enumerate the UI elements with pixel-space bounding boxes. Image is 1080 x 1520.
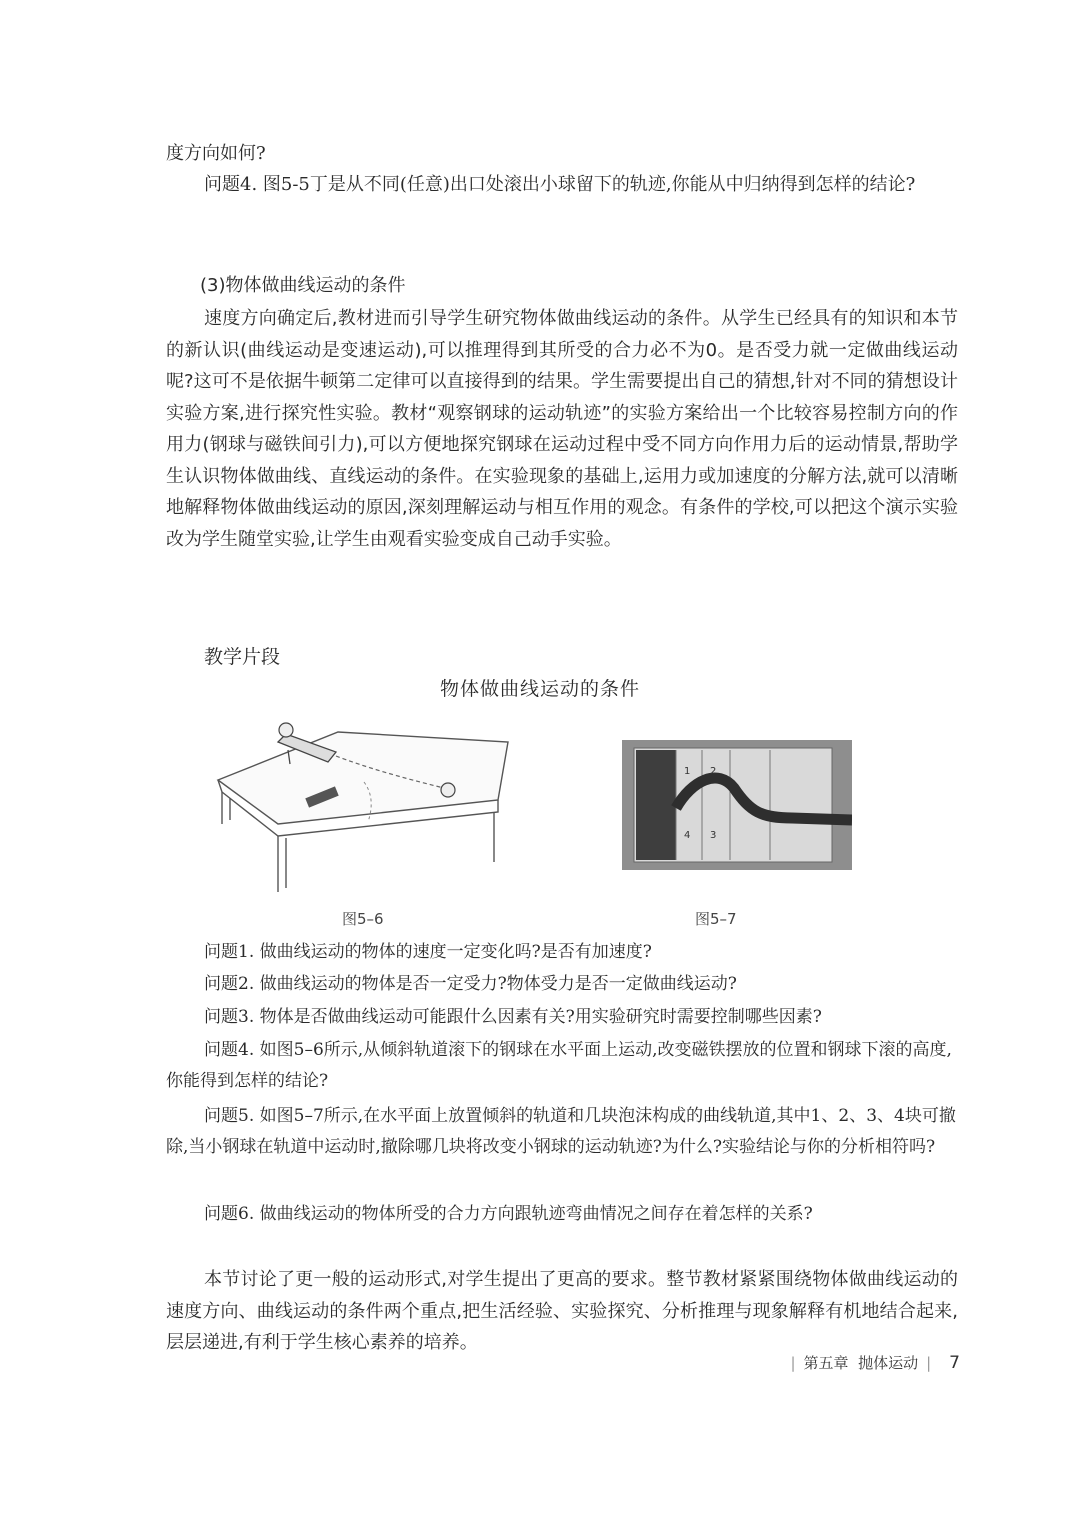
table-drawing [218, 732, 508, 892]
page-number: 7 [949, 1353, 960, 1373]
fragment-label: 教学片段 [204, 646, 281, 668]
footer-chapter: 第五章 [803, 1354, 849, 1372]
question-4-prev: 问题4. 图5-5丁是从不同(任意)出口处滚出小球留下的轨迹,你能从中归纳得到怎样的结论? [204, 174, 916, 195]
question-1: 问题1. 做曲线运动的物体的速度一定变化吗?是否有加速度? [204, 942, 652, 962]
block-label-3: 3 [710, 830, 717, 841]
steel-ball-end [441, 783, 455, 797]
question-2: 问题2. 做曲线运动的物体是否一定受力?物体受力是否一定做曲线运动? [204, 974, 737, 994]
section-heading: (3)物体做曲线运动的条件 [200, 275, 406, 296]
block-label-2: 2 [710, 766, 717, 777]
section-body: 速度方向确定后,教材进而引导学生研究物体做曲线运动的条件。从学生已经具有的知识和本节的新认识(曲线运动是变速运动),可以推理得到其所受的合力必不为0。是否受力就一定做曲线运动呢?这可不是依据牛顿第二定律可以直接得到的结果。学生需要提出自己的猜想,针对不同的猜想设计实验方案,进行探究性实验。教材“观察钢球的运动轨迹”的实验方案给出一个比较容易控制方向的作用力(钢球与磁铁间引力),可以方便地探究钢球在运动过程中受不同方向作用力后的运动情景,帮助学生认识物体做曲线、直线运动的条件。在实验现象的基础上,运用力或加速度的分解方法,就可以清晰地解释物体做曲线运动的原因,深刻理解运动与相互作用的观念。有条件的学校,可以把这个演示实验改为学生随堂实验,让学生由观看实验变成自己动手实验。 [166, 308, 958, 550]
footer-section: 抛体运动 [858, 1354, 919, 1372]
figure-5-7 [622, 740, 852, 870]
steel-ball-start [279, 723, 293, 737]
question-5: 问题5. 如图5–7所示,在水平面上放置倾斜的轨道和几块泡沫构成的曲线轨道,其中1、2、3、4块可撤除,当小钢球在轨道中运动时,撤除哪几块将改变小钢球的运动轨迹?为什么?实验结论与你的分析相符吗? [166, 1106, 956, 1157]
summary-paragraph: 本节讨论了更一般的运动形式,对学生提出了更高的要求。整节教材紧紧围绕物体做曲线运动的速度方向、曲线运动的条件两个重点,把生活经验、实验探究、分析推理与现象解释有机地结合起来,层层递进,有利于学生核心素养的培养。 [166, 1269, 958, 1353]
page-footer: | 第五章 抛体运动 | 7 [790, 1353, 960, 1373]
continuation-line: 度方向如何? [166, 143, 266, 164]
figure-5-7-caption: 图5–7 [695, 910, 737, 928]
fragment-title: 物体做曲线运动的条件 [439, 678, 640, 700]
figure-5-6-caption: 图5–6 [342, 910, 384, 928]
question-6: 问题6. 做曲线运动的物体所受的合力方向跟轨迹弯曲情况之间存在着怎样的关系? [204, 1204, 813, 1224]
block-label-1: 1 [684, 766, 691, 777]
question-3: 问题3. 物体是否做曲线运动可能跟什么因素有关?用实验研究时需要控制哪些因素? [204, 1007, 822, 1027]
figure-5-6 [208, 712, 518, 902]
block-label-4: 4 [684, 830, 691, 841]
question-4: 问题4. 如图5–6所示,从倾斜轨道滚下的钢球在水平面上运动,改变磁铁摆放的位置和钢球下滚的高度,你能得到怎样的结论? [166, 1040, 952, 1091]
